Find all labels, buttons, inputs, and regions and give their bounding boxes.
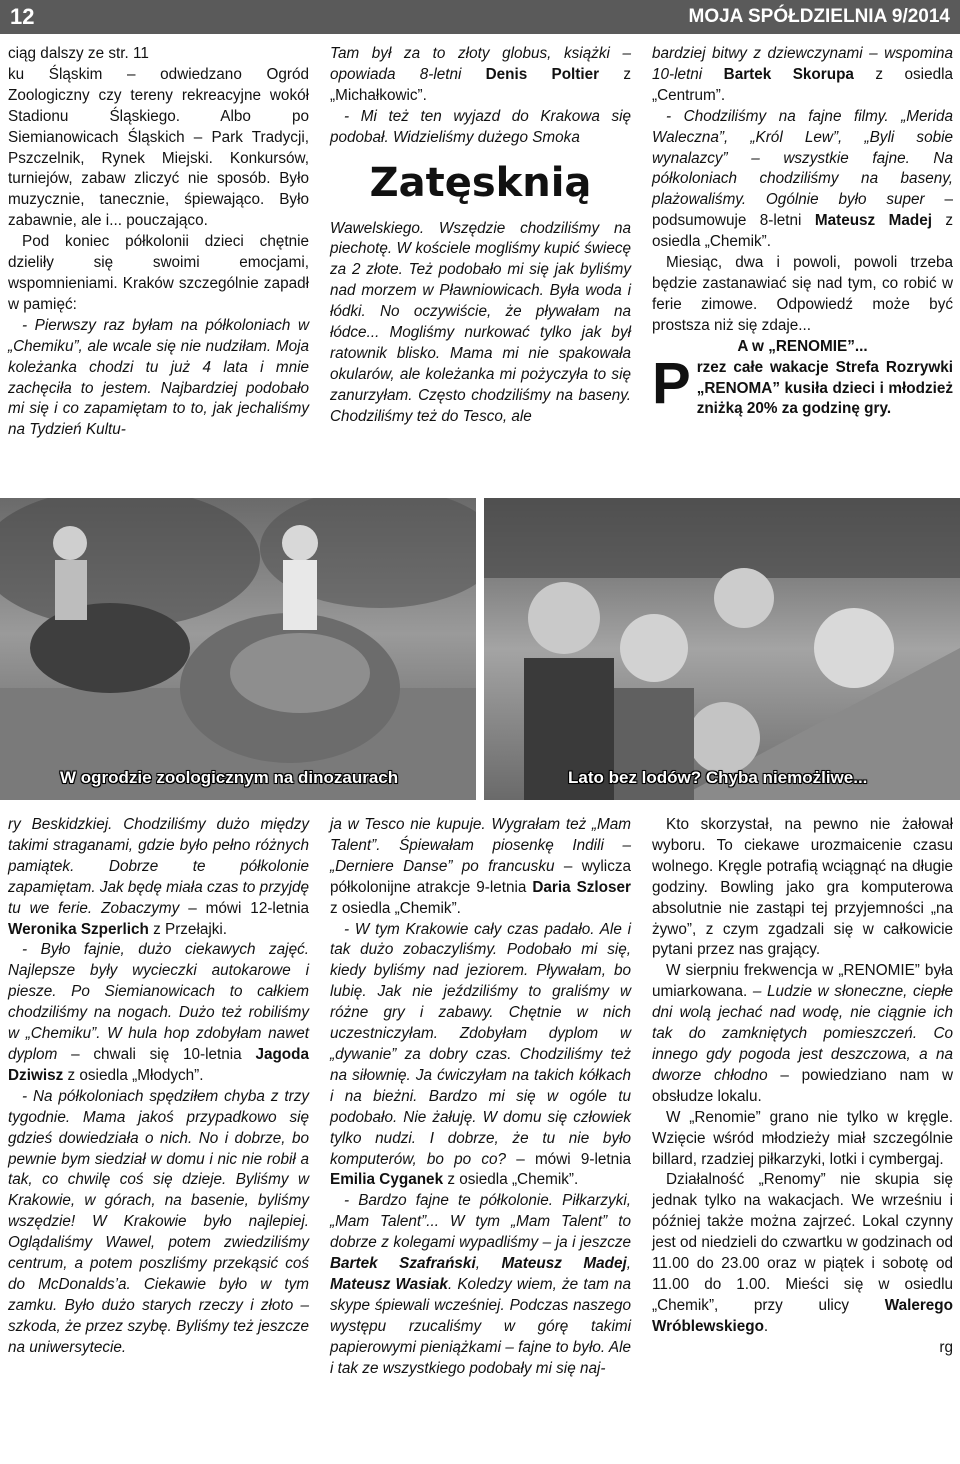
page-number: 12 [10,4,35,29]
top-column-2 [330,44,631,428]
person-name: Jagoda Dziwisz [8,1045,310,1084]
person-name: Weronika Szperlich [8,920,149,938]
continuation-note: ciąg dalszy ze str. 11 [8,45,149,62]
page-header [0,0,960,34]
person-name: Bartek Skorupa [723,65,854,83]
paragraph: Miesiąc, dwa i powoli, powoli trzeba będzie zastanawiać się nad tym, co robić w ferie zimowe. Odpowiedź może być prostsza niż się zdaje... [652,254,953,334]
photo-dinosaur-image [0,498,476,800]
quote-paragraph: - Na półkoloniach spędziłem chyba z trzy tygodnie. Mama jakoś przypadkowo się gdzieś dowiedziała o nich. No i dobrze, bo pewnie bym siedział w domu i nic nie robił a tak, co chwilę coś się dzieje. Byliśmy w Krakowie, w górach, na basenie, byliśmy wszędzie! W Krakowie było najlepiej. Oglądaliśmy Wawel, potem zwiedziliśmy centrum, a potem poszliśmy przekąsić coś do McDonalds’a. Ciekawie było w tym zamku. Było dużo starych rzeczy i złoto – szkoda, że przez szybę. Byliśmy też jeszcze na uniwersytecie. [8,1087,309,1356]
paragraph: ku Śląskim – odwiedzano Ogród Zoologiczny czy tereny rekreacyjne wokół Stadionu Śląskiego. Albo po Siemianowicach Śląskich – Park Tradycji, Pszczelnik, Rynek Miejski. Konkursów, turniejów, zabaw zliczyć nie sposób. Było muzycznie, tanecznie, śpiewająco. Było zabawnie, ale i... pouczająco. [8,65,309,230]
paragraph: Kto skorzystał, na pewno nie żałował wyboru. To ciekawe urozmaicenie czasu wolnego. Kręgle potrafią wciągnąć na długie godziny. Bowling jako gra komputerowa absolutnie nie zastąpi tej przyjemności „na żywo”, z czym zgadzali się w całkowicie pytani przez nas grający. [652,816,953,959]
paragraph: W sierpniu frekwencja w „RENOMIE” była umiarkowana. – Ludzie w słoneczne, ciepłe dni wolą jechać nad wodę, nie ciągnie ich tak do zamkniętych pomieszczeń. Co innego gdy pogoda jest deszczowa, a na dworze chłodno – powiedziano nam w obsłudze lokalu. [652,962,954,1105]
person-name: Denis Poltier [485,65,600,83]
quote-paragraph: - Mi też ten wyjazd do Krakowa się podobał. Widzieliśmy dużego Smoka [330,107,631,146]
paragraph: Działalność „Renomy” nie skupia się jednak tylko na wakacjach. We wrześniu i później także można zajrzeć. Lokal czynny jest od niedzieli do czwartku w godzinach od 11.00 do 23.00 oraz w piątek i sobotę od 11.00 do 1.00. Mieści się w osiedlu „Chemik”, przy ulicy Walerego Wróblewskiego. [652,1171,954,1335]
photo-dinosaur [0,498,476,800]
lead-paragraph: Przez całe wakacje Strefa Rozrywki „RENOMA” kusiła dzieci i młodzież zniżką 20% za godzinę gry. [652,350,953,418]
paragraph: W „Renomie” grano nie tylko w kręgle. Wzięcie wśród młodzieży miał szczególnie billard, rzadziej piłkarzyki, lotki i cymbergaj. [652,1108,953,1168]
person-name: Mateusz Madej [814,212,932,230]
author-signature: rg [939,1338,953,1356]
person-name: Mateusz Wasiak [330,1275,448,1293]
quote-paragraph: bardziej bitwy z dziewczynami – wspomina 10-letni Bartek Skorupa z osiedla „Centrum”. [652,45,953,104]
quote-paragraph: - Pierwszy raz byłam na półkoloniach w „Chemiku”, ale wcale się nie nudziłam. Moja koleżanka chodzi tu już 4 lata i mnie zachęciła to jestem. Najbardziej podobało mi się i co zapamiętam to to, jak jechaliśmy na Tydzień Kultu- [8,316,309,439]
person-name: Bartek Szafrański [330,1255,476,1273]
lower-column-2 [330,815,631,1379]
person-name: Mateusz Madej [501,1255,627,1273]
quote-paragraph: - W tym Krakowie cały czas padało. Ale i tak dużo zobaczyliśmy. Podobało mi się, kiedy byliśmy nad jeziorem. Pływałam, bo lubię. Jak nie jeździliśmy to graliśmy w różne gry i zabawy. Chętnie w nich uczestniczyłam. Zdobyłam dyplom w „dywanie” za dobry czas. Chodziliśmy też na siłownię. Ja ćwiczyłam na takich kółkach i na bieżni. Bardzo mi się w ogóle tu podobało. Nie żałuję. W domu się człowiek tylko nudzi. I dobrze, że tu nie było komputerów, bo po co? – mówi 9-letnia Emilia Cyganek z osiedla „Chemik”. [330,920,632,1189]
drop-cap: P [652,350,691,416]
article-headline: Zatęsknią [369,159,592,206]
paragraph: Pod koniec półkolonii dzieci chętnie dzieliły się swoimi emocjami, wspomnieniami. Kraków szczególnie zapadł w pamięć: [8,233,309,313]
person-name: Daria Szloser [532,878,631,896]
quote-paragraph: Wawelskiego. Wszędzie chodziliśmy na piechotę. W kościele mogliśmy kupić świecę za 2 złote. Też podobało mi się jak byliśmy nad morzem w Pławniowicach. Była woda i łódki. No oczywiście, że pływałam na łódce... Mogliśmy nurkować tylko jak był ratownik blisko. Mama mi nie spakowała okularów, ale koleżanka mi pożyczyła to się zanurzyłam. Często chodziliśmy na baseny. Chodziliśmy też do Tesco, ale [330,219,631,425]
quote-paragraph: Tam był za to złoty globus, książki – opowiada 8-letni Denis Poltier z „Michałkowic”. [330,45,632,104]
quote-paragraph: ry Beskidzkiej. Chodziliśmy dużo między takimi straganami, gdzie było pełno różnych pamiątek. Dobrze te półkolonie zapamiętam. Jak będę miała czas to przyjdę tu we ferie. Zobaczymy – mówi 12-letnia Weronika Szperlich z Przełajki. [8,816,309,938]
photo-caption-left: W ogrodzie zoologicznym na dinozaurach [60,768,399,787]
top-column-1 [8,44,309,441]
lower-column-3 [652,815,953,1359]
lower-column-1 [8,815,309,1359]
quote-paragraph: - Było fajnie, dużo ciekawych zajęć. Najlepsze były wycieczki autokarowe i piesze. Po Siemianowicach to całkiem chodziliśmy na nogach. Dużo też robiliśmy w „Chemiku”. W hula hop zdobyłam nawet dyplom – chwali się 10-letnia Jagoda Dziwisz z osiedla „Młodych”. [8,941,310,1084]
top-column-3 [652,44,953,420]
photo-ice-cream [484,498,960,800]
photo-caption-right: Lato bez lodów? Chyba niemożliwe... [568,768,868,787]
photo-ice-cream-image [484,498,960,800]
person-name: Emilia Cyganek [330,1171,444,1189]
street-name: Walerego Wróblewskiego [652,1296,953,1335]
quote-paragraph: - Chodziliśmy na fajne filmy. „Merida Waleczna”, „Król Lew”, „Byli sobie wynalazcy” – wszystkie fajne. Na półkoloniach chodziliśmy na baseny, plażowaliśmy. Ogólnie było super – podsumowuje 8-letni Mateusz Madej z osiedla „Chemik”. [652,107,954,251]
quote-paragraph: ja w Tesco nie kupuje. Wygrałam też „Mam Talent”. Śpiewałam piosenkę Indili – „Derniere Danse” po francusku – wylicza półkolonijne atrakcje 9-letnia Daria Szloser z osiedla „Chemik”. [330,816,632,917]
subheading: A w „RENOMIE”... [737,337,868,355]
quote-paragraph: - Bardzo fajne te półkolonie. Piłkarzyki, „Mam Talent”... W tym „Mam Talent” to dobrze z kolegami wypadliśmy – ja i jeszcze Bartek Szafrański, Mateusz Madej, Mateusz Wasiak. Koledzy wiem, że tam na skype śpiewali wcześniej. Podczas naszego występu rzucaliśmy w górę takimi papierowymi pieniążkami – fajne to było. Ale i tak ze wszystkiego podobały mi się naj- [330,1192,632,1377]
publication-title: MOJA SPÓŁDZIELNIA 9/2014 [688,6,950,27]
